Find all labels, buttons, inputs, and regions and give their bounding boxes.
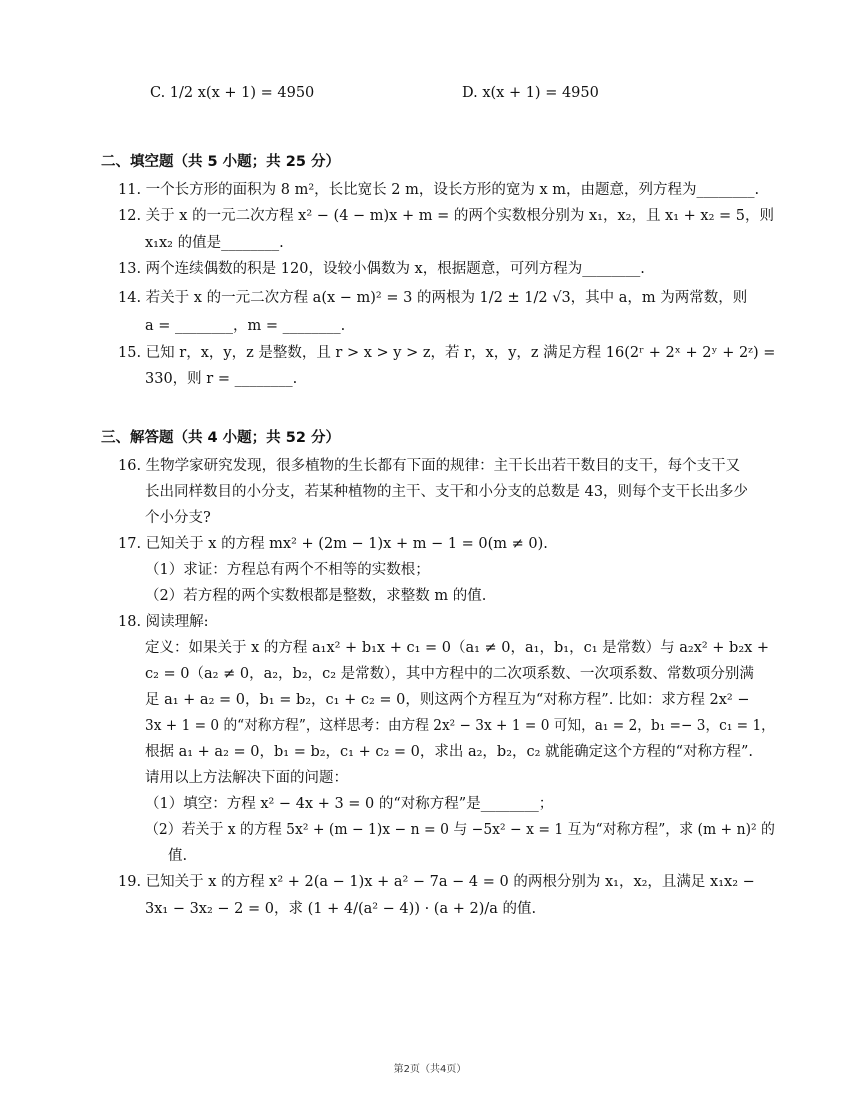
question-17-line-1: 17. 已知关于 x 的方程 mx² + (2m − 1)x + m − 1 = 0(m ≠ 0). (118, 536, 548, 552)
question-14-line-1: 14. 若关于 x 的一元二次方程 a(x − m)² = 3 的两根为 1/2 ± 1/2 √3，其中 a，m 为两常数，则 (118, 290, 748, 306)
question-18-line-1: 18. 阅读理解: (118, 614, 209, 630)
question-15-line-1: 15. 已知 r，x，y，z 是整数，且 r > x > y > z，若 r，x，y，z 满足方程 16(2ʳ + 2ˣ + 2ʸ + 2ᶻ) = (118, 345, 776, 361)
page-footer: 第2页（共4页） (393, 1064, 467, 1075)
option-c: C. 1/2 x(x + 1) = 4950 (150, 85, 315, 101)
question-16-line-2: 长出同样数目的小分支，若某种植物的主干、支干和小分支的总数是 43，则每个支干长出多少 (145, 484, 749, 500)
question-18-line-7: 请用以上方法解决下面的问题： (145, 770, 348, 786)
question-13: 13. 两个连续偶数的积是 120，设较小偶数为 x，根据题意，可列方程为________. (118, 261, 645, 277)
question-17-part-2: （2）若方程的两个实数根都是整数，求整数 m 的值. (145, 588, 487, 604)
question-18-line-5: 3x + 1 = 0 的“对称方程”，这样思考：由方程 2x² − 3x + 1 = 0 可知，a₁ = 2，b₁ =− 3，c₁ = 1， (145, 718, 775, 734)
section-title-fill-blank: 二、填空题（共 5 小题；共 25 分） (101, 154, 340, 170)
question-12-line-2: x₁x₂ 的值是________. (145, 235, 284, 251)
question-18-line-4: 足 a₁ + a₂ = 0，b₁ = b₂，c₁ + c₂ = 0，则这两个方程互为“对称方程”. 比如：求方程 2x² − (145, 692, 750, 708)
question-12-line-1: 12. 关于 x 的一元二次方程 x² − (4 − m)x + m = 的两个实数根分别为 x₁，x₂，且 x₁ + x₂ = 5，则 (118, 208, 774, 224)
question-17-part-1: （1）求证：方程总有两个不相等的实数根； (145, 562, 430, 578)
question-18-part-2: （2）若关于 x 的方程 5x² + (m − 1)x − n = 0 与 −5x² − x = 1 互为“对称方程”，求 (m + n)² 的 (145, 822, 775, 838)
question-18-part-1: （1）填空：方程 x² − 4x + 3 = 0 的“对称方程”是________； (145, 796, 554, 812)
question-15-line-2: 330，则 r = ________. (145, 371, 298, 387)
section-title-answer: 三、解答题（共 4 小题；共 52 分） (101, 430, 340, 446)
question-18-line-2: 定义：如果关于 x 的方程 a₁x² + b₁x + c₁ = 0（a₁ ≠ 0，a₁，b₁，c₁ 是常数）与 a₂x² + b₂x + (145, 640, 770, 656)
question-16-line-3: 个小分支? (145, 510, 211, 526)
question-18-part-2-cont: 值. (168, 848, 188, 864)
question-14-line-2: a = ________，m = ________. (145, 318, 346, 334)
question-18-line-6: 根据 a₁ + a₂ = 0，b₁ = b₂，c₁ + c₂ = 0，求出 a₂，b₂，c₂ 就能确定这个方程的“对称方程”. (145, 744, 754, 760)
question-19-line-1: 19. 已知关于 x 的方程 x² + 2(a − 1)x + a² − 7a − 4 = 0 的两根分别为 x₁，x₂，且满足 x₁x₂ − (118, 874, 755, 890)
option-d: D. x(x + 1) = 4950 (462, 85, 599, 101)
question-18-line-3: c₂ = 0（a₂ ≠ 0，a₂，b₂，c₂ 是常数），其中方程中的二次项系数、一次项系数、常数项分别满 (145, 666, 754, 682)
question-19-line-2: 3x₁ − 3x₂ − 2 = 0，求 (1 + 4/(a² − 4)) · (a + 2)/a 的值. (145, 901, 537, 917)
question-16-line-1: 16. 生物学家研究发现，很多植物的生长都有下面的规律：主干长出若干数目的支干，每个支干又 (118, 458, 741, 474)
question-11: 11. 一个长方形的面积为 8 m²，长比宽长 2 m，设长方形的宽为 x m，由题意，列方程为________. (118, 182, 760, 198)
